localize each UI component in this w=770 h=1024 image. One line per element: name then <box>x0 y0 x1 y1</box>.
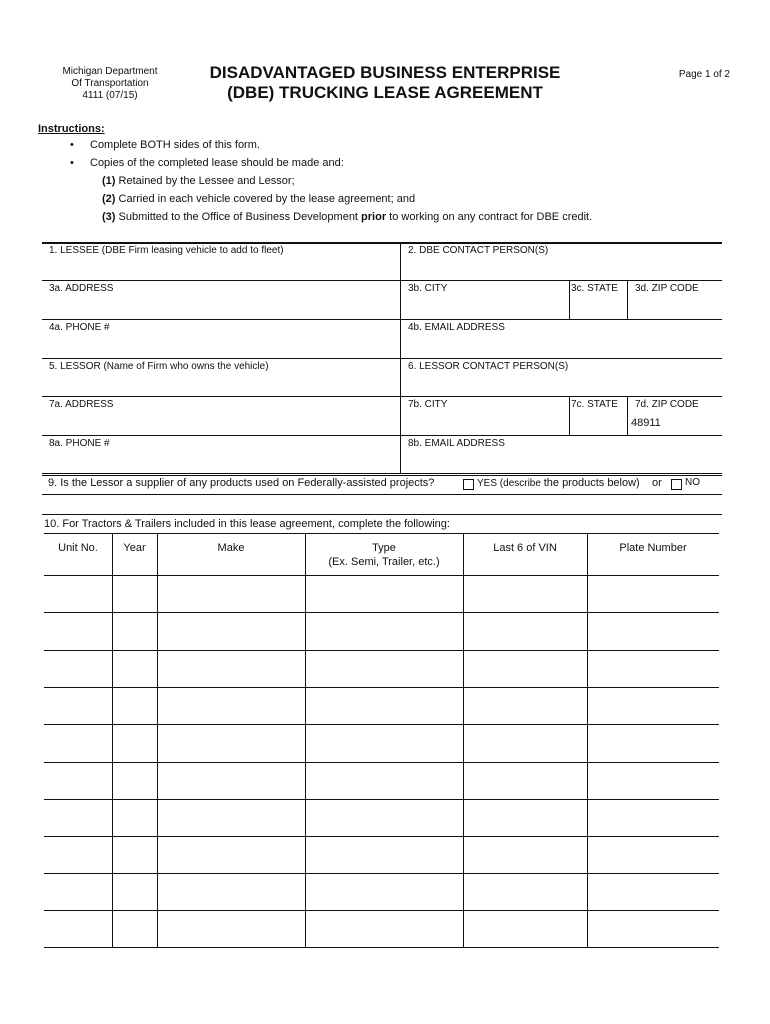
table-divider <box>112 533 113 947</box>
form-title-line1: DISADVANTAGED BUSINESS ENTERPRISE <box>209 63 561 82</box>
table-rule <box>44 799 719 800</box>
form-rule <box>42 358 722 359</box>
instruction-step <box>102 175 295 188</box>
col-header-type <box>305 541 463 569</box>
lessee-field[interactable]: 1. LESSEE (DBE Firm leasing vehicle to add to fleet) <box>49 245 284 256</box>
step-text: to working on any contract for DBE credit. <box>386 211 593 223</box>
form-rule <box>42 473 722 474</box>
lessor-city-field[interactable]: 7b. CITY <box>408 399 448 410</box>
table-rule <box>44 836 719 837</box>
yes-text: YES <box>477 478 498 489</box>
form-divider <box>627 396 628 435</box>
lessor-email-field[interactable]: 8b. EMAIL ADDRESS <box>408 438 505 449</box>
lessee-zip-field[interactable]: 3d. ZIP CODE <box>635 283 699 294</box>
agency-block <box>40 66 180 102</box>
form-divider <box>569 396 570 435</box>
table-rule <box>44 873 719 874</box>
table-rule <box>44 612 719 613</box>
lessee-state-field[interactable]: 3c. STATE <box>571 283 618 294</box>
lessee-email-field[interactable]: 4b. EMAIL ADDRESS <box>408 322 505 333</box>
form-rule <box>42 396 722 397</box>
col-header-type-note: (Ex. Semi, Trailer, etc.) <box>328 556 440 568</box>
form-title-line2: (DBE) TRUCKING LEASE AGREEMENT <box>227 83 543 102</box>
table-rule <box>44 762 719 763</box>
form-divider <box>569 280 570 319</box>
question-10: 10. For Tractors & Trailers included in this lease agreement, complete the following: <box>44 518 450 530</box>
yes-checkbox[interactable] <box>463 479 474 490</box>
step-text: Retained by the Lessee and Lessor; <box>115 175 295 187</box>
instruction-bullet-text: Copies of the completed lease should be made and: <box>90 157 344 169</box>
agency-name-line2: Of Transportation <box>71 78 149 89</box>
lessor-field[interactable]: 5. LESSOR (Name of Firm who owns the vehicle) <box>49 361 269 372</box>
lessee-address-field[interactable]: 3a. ADDRESS <box>49 283 114 294</box>
form-rule <box>42 280 722 281</box>
agency-name-line1: Michigan Department <box>62 66 158 77</box>
or-text: or <box>652 477 662 489</box>
instruction-step <box>102 193 415 206</box>
form-rule <box>42 435 722 436</box>
yes-label <box>477 477 640 489</box>
col-header-plate: Plate Number <box>619 542 687 554</box>
lessor-contact-field[interactable]: 6. LESSOR CONTACT PERSON(S) <box>408 361 569 372</box>
form-divider <box>400 242 401 474</box>
form-title <box>190 63 580 103</box>
instruction-bullet <box>70 139 260 152</box>
form-rule <box>42 242 722 244</box>
step-number: (2) <box>102 193 116 205</box>
table-rule <box>44 947 719 948</box>
form-number: 4111 (07/15) <box>82 90 138 101</box>
lessor-address-field[interactable]: 7a. ADDRESS <box>49 399 114 410</box>
instruction-bullet <box>70 157 344 170</box>
bullet-icon: • <box>70 157 74 169</box>
instructions-heading: Instructions: <box>38 123 105 135</box>
table-divider <box>587 533 588 947</box>
instruction-bullet-text: Complete BOTH sides of this form. <box>90 139 260 151</box>
page-number: Page 1 of 2 <box>678 69 730 80</box>
step-number: (3) <box>102 211 116 223</box>
table-divider <box>463 533 464 947</box>
table-rule <box>44 650 719 651</box>
instruction-step <box>102 211 592 224</box>
no-checkbox[interactable] <box>671 479 682 490</box>
step-number: (1) <box>102 175 116 187</box>
question-9: 9. Is the Lessor a supplier of any products used on Federally-assisted projects? <box>48 477 435 489</box>
table-rule <box>44 687 719 688</box>
col-header-make: Make <box>217 542 245 554</box>
form-rule <box>42 494 722 495</box>
no-label: NO <box>685 477 700 488</box>
dbe-contact-field[interactable]: 2. DBE CONTACT PERSON(S) <box>408 245 549 256</box>
bullet-icon: • <box>70 139 74 151</box>
table-rule <box>44 724 719 725</box>
table-rule <box>44 910 719 911</box>
table-rule <box>44 575 719 576</box>
table-rule <box>44 533 719 534</box>
col-header-year: Year <box>123 542 146 554</box>
step-text: Carried in each vehicle covered by the lease agreement; and <box>115 193 416 205</box>
col-header-unit-no: Unit No. <box>58 542 98 554</box>
lessee-phone-field[interactable]: 4a. PHONE # <box>49 322 110 333</box>
yes-note: (describe <box>499 478 541 489</box>
form-rule <box>42 514 722 515</box>
lessee-city-field[interactable]: 3b. CITY <box>408 283 448 294</box>
lessor-zip-value[interactable]: 48911 <box>631 417 661 429</box>
col-header-vin: Last 6 of VIN <box>493 542 557 554</box>
step-text: Submitted to the Office of Business Development <box>115 211 362 223</box>
form-rule <box>42 475 722 476</box>
yes-note-products: the products below) <box>543 477 640 489</box>
lessor-phone-field[interactable]: 8a. PHONE # <box>49 438 110 449</box>
form-divider <box>627 280 628 319</box>
lessor-zip-field[interactable]: 7d. ZIP CODE <box>635 399 699 410</box>
lessor-state-field[interactable]: 7c. STATE <box>571 399 618 410</box>
form-rule <box>42 319 722 320</box>
step-emphasis: prior <box>361 211 387 223</box>
col-header-type-label: Type <box>372 542 396 554</box>
table-divider <box>157 533 158 947</box>
table-divider <box>305 533 306 947</box>
